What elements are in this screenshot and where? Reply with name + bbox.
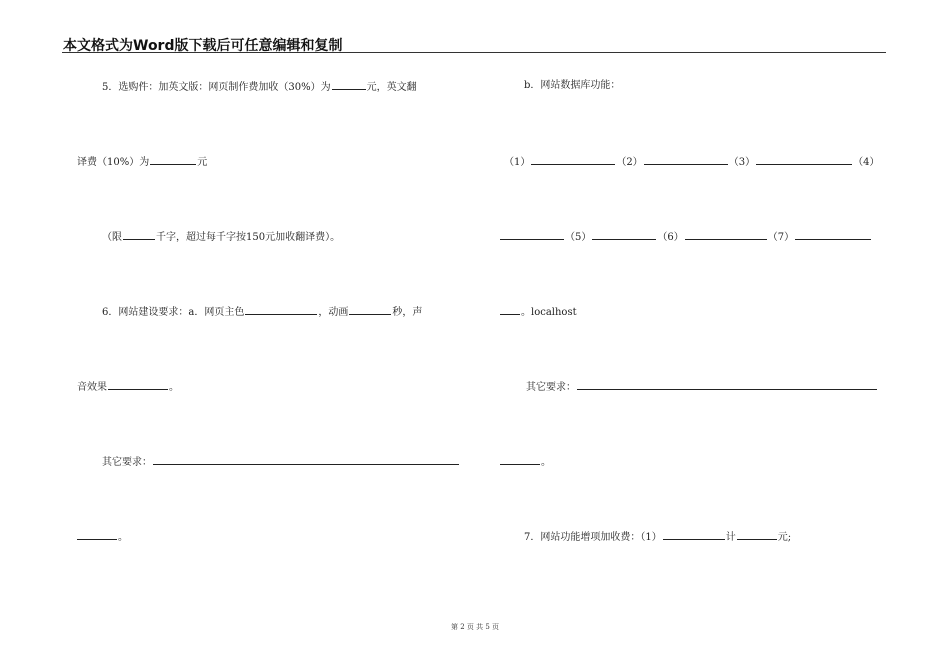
left-end-mark: 。 — [118, 532, 128, 543]
localhost-text: 。localhost — [521, 307, 577, 318]
right-other-req-label: 其它要求： — [526, 382, 576, 393]
blank-english-fee — [332, 79, 366, 90]
blank-db-1 — [531, 154, 615, 165]
document-header-title: 本文格式为Word版下载后可任意编辑和复制 — [63, 38, 343, 54]
item5-line1-text-a: 5．选购件：加英文版：网页制作费加收（30%）为 — [102, 82, 331, 93]
blank-db-5 — [592, 229, 656, 240]
blank-sound-effect — [108, 379, 168, 390]
db-num-5: （5） — [565, 232, 592, 243]
item7-text-c: 元; — [777, 532, 792, 543]
left-other-req-continuation — [77, 529, 128, 545]
item7-text-a: 7．网站功能增项加收费：（1） — [524, 532, 662, 543]
header-divider — [62, 52, 886, 53]
db-num-7: （7） — [767, 232, 795, 243]
item6-line1-text-b: ，动画 — [318, 307, 349, 318]
blank-db-4 — [500, 229, 564, 240]
item7-line — [524, 529, 791, 545]
item5-line3-text-b: 千字，超过每千字按150元加收翻译费）。 — [156, 232, 341, 243]
blank-db-2 — [644, 154, 728, 165]
left-other-req-label: 其它要求： — [102, 457, 152, 468]
db-items-line2 — [500, 229, 872, 245]
blank-db-7-cont — [500, 304, 520, 315]
db-num-1: （1） — [504, 157, 531, 168]
item7-text-b: 计 — [725, 532, 736, 543]
db-items-line3 — [500, 304, 577, 320]
blank-db-3 — [756, 154, 852, 165]
left-other-requirements — [102, 454, 460, 470]
right-end-mark: 。 — [541, 457, 551, 468]
item6-line1-text-c: 秒，声 — [392, 307, 423, 318]
db-items-line1 — [504, 154, 880, 170]
item6-line2 — [77, 379, 179, 395]
blank-right-other-req — [577, 379, 877, 390]
item5-line2 — [77, 154, 207, 170]
blank-word-count — [123, 229, 155, 240]
blank-left-other-req — [153, 454, 459, 465]
blank-db-6 — [685, 229, 767, 240]
db-num-2: （2） — [616, 157, 643, 168]
item5-line1-text-b: 元，英文翻 — [366, 82, 417, 93]
blank-right-other-req-cont — [500, 454, 540, 465]
db-num-4: （4） — [853, 157, 880, 168]
right-other-requirements — [526, 379, 878, 395]
item6-line1-text-a: 6．网站建设要求：a．网页主色 — [102, 307, 245, 318]
item5-line3-text-a: （限 — [102, 232, 122, 243]
item5-line3 — [102, 229, 340, 245]
blank-animation-seconds — [349, 304, 391, 315]
right-other-req-continuation — [500, 454, 551, 470]
item6-line2-text-b: 。 — [169, 382, 179, 393]
blank-main-color — [245, 304, 317, 315]
blank-item7-price — [737, 529, 777, 540]
item5-line1 — [102, 79, 417, 95]
blank-item7-count — [663, 529, 725, 540]
db-num-6: （6） — [657, 232, 684, 243]
blank-left-other-req-cont — [77, 529, 117, 540]
item5-line2-text-b: 元 — [197, 157, 208, 168]
item6-line2-text-a: 音效果 — [77, 382, 107, 393]
page-number-footer: 第 2 页 共 5 页 — [450, 623, 500, 631]
blank-translation-fee — [150, 154, 196, 165]
db-num-3: （3） — [728, 157, 756, 168]
blank-db-7 — [795, 229, 871, 240]
item6-line1 — [102, 304, 422, 320]
item5-line2-text-a: 译费（10%）为 — [77, 157, 150, 168]
db-label-text: b．网站数据库功能： — [524, 80, 621, 91]
db-function-label — [524, 79, 620, 93]
